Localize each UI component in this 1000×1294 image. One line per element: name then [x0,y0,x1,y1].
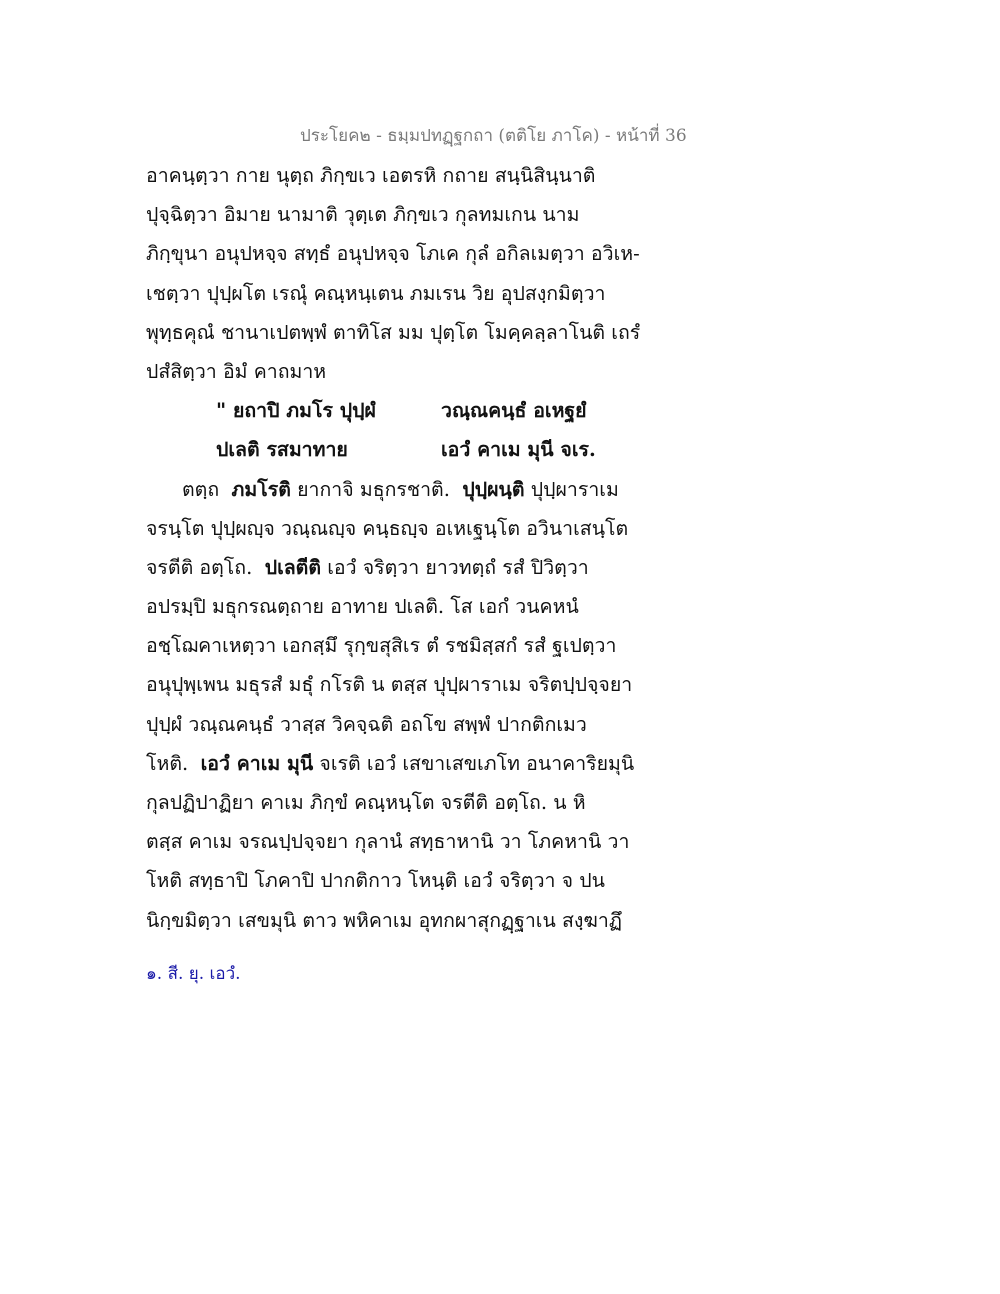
commentary-line [146,470,686,509]
footnote: ๑. สี. ยุ. เอวํ. [146,964,241,984]
commentary-line: อปรมฺปิ มธุกรณตฺถาย อาทาย ปเลติ. โส เอกํ วนคหนํ [146,595,579,619]
commentary-text: เอวํ จริตฺวา ยาวทตฺถํ รสํ ปิวิตฺวา [327,555,589,579]
commentary-term: ปเลตีติ [264,555,322,579]
verse-first-half: " ยถาปิ ภมโร ปุปฺผํ [216,399,376,423]
commentary-text: จรตีติ อตฺโถ. [146,555,253,579]
verse-line [146,430,686,469]
commentary-text: ปุปฺผาราเม [530,477,619,501]
body-text [146,156,686,940]
page-header: ประโยค๒ - ธมฺมปทฏฺฐกถา (ตติโย ภาโค) - หน้าที่ 36 [300,126,687,146]
commentary-line: อชฺโฌคาเหตฺวา เอกสฺมึ รุกฺขสุสิเร ตํ รชมิสฺสกํ รสํ ฐเปตฺวา [146,634,617,658]
prose-line: ภิกฺขุนา อนุปหจฺจ สทฺธํ อนุปหจฺจ โภเค กุลํ อกิลเมตฺวา อวิเห- [146,242,640,266]
prose-line: ปสํสิตฺวา อิมํ คาถมาห [146,359,327,383]
commentary-text: ตตฺถ [182,477,220,501]
commentary-text: ยากาจิ มธุกรชาติ. [297,477,450,501]
commentary-line: ปุปฺผํ วณฺณคนฺธํ วาสฺส วิคจฺฉติ อถโข สพฺพํ ปากติกเมว [146,712,587,736]
commentary-line [146,744,686,783]
commentary-text: โหติ. [146,751,189,775]
prose-line: พุทฺธคุณํ ชานาเปตพฺพํ ตาทิโส มม ปุตฺโต โมคฺคลฺลาโนติ เถรํ [146,320,641,344]
prose-line: อาคนฺตฺวา กาย นุตฺถ ภิกฺขเว เอตรหิ กถาย สนฺนิสินฺนาติ [146,164,596,187]
commentary-line [146,548,686,587]
commentary-line: นิกฺขมิตฺวา เสขมุนิ ตาว พหิคาเม อุทกผาสุกฏฺฐาเน สงฺฆาฏึ [146,908,622,932]
prose-line: ปุจฺฉิตฺวา อิมาย นามาติ วุตฺเต ภิกฺขเว กุลทมเกน นาม [146,203,580,227]
commentary-line: จรนฺโต ปุปฺผญฺจ วณฺณญฺจ คนฺธญฺจ อเหเฐนฺโต อวินาเสนฺโต [146,516,629,540]
prose-line: เชตฺวา ปุปฺผโต เรณุํ คณฺหนฺเตน ภมเรน วิย อุปสงฺกมิตฺวา [146,281,606,305]
commentary-term: เอวํ คาเม มุนี [200,751,314,775]
commentary-line: กุลปฏิปาฏิยา คาเม ภิกฺขํ คณฺหนฺโต จรตีติ อตฺโถ. น หิ [146,791,586,814]
commentary-line: ตสฺส คาเม จรณปฺปจฺจยา กุลานํ สทฺธาหานิ วา โภคหานิ วา [146,830,630,854]
commentary-line: อนุปุพฺเพน มธุรสํ มธุํ กโรติ น ตสฺส ปุปฺผาราเม จริตปฺปจฺจยา [146,673,633,697]
verse-second-half: วณฺณคนฺธํ อเหฐยํ [441,399,587,423]
verse-line [146,391,686,430]
commentary-text: จเรติ เอวํ เสขาเสขเภโท อนาคาริยมุนิ [319,751,635,775]
verse-first-half: ปเลติ รสมาทาย [216,438,348,462]
commentary-term: ภมโรติ [231,477,291,501]
commentary-term: ปุปฺผนฺติ [462,477,525,501]
commentary-line: โหติ สทฺธาปิ โภคาปิ ปากติกาว โหนฺติ เอวํ จริตฺวา จ ปน [146,869,606,893]
verse-second-half: เอวํ คาเม มุนี จเร. [441,438,596,462]
